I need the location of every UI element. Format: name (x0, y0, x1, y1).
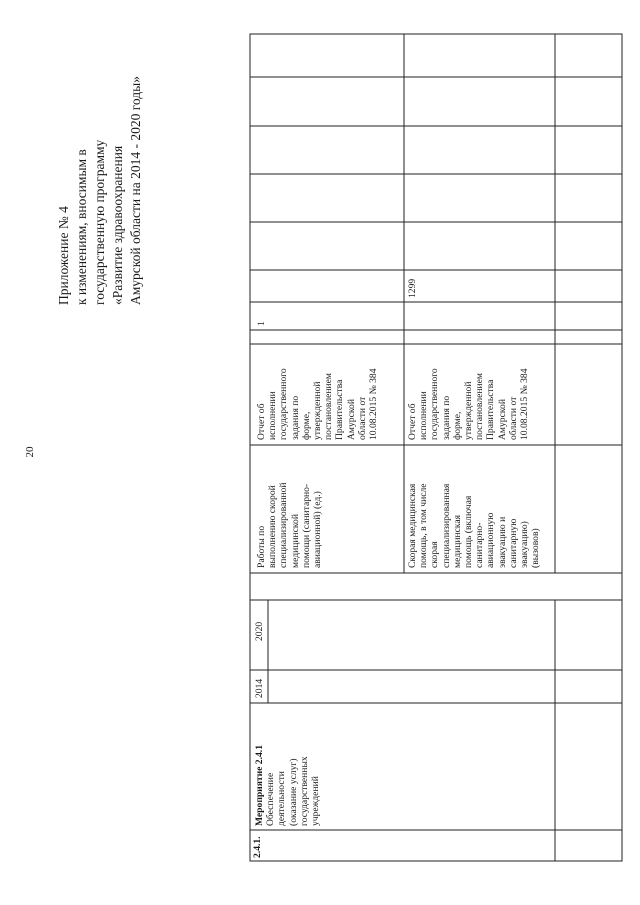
indicator-2-line: санитарную (507, 518, 519, 568)
indicator-2-line: авиационную (485, 512, 497, 568)
source-2-line: государственного (429, 368, 441, 440)
source-1-cell (256, 368, 379, 440)
indicator-1-line: специализированной (278, 482, 290, 568)
source-2-line: задания по (440, 395, 452, 440)
indicator-2-line: помощь, в том числе (418, 483, 430, 568)
activity-line: учреждений (310, 776, 322, 826)
year-start: 2014 (254, 678, 265, 698)
source-1-line: области от (356, 396, 368, 440)
indicator-1-line: Работы по (256, 525, 267, 568)
source-1-line: Отчет об (256, 403, 267, 440)
source-1-line: утвержденной (312, 381, 324, 440)
source-2-line: Амурской (496, 399, 508, 440)
appendix-line-3: «Развитие здравоохранения (110, 145, 125, 305)
table-border (250, 34, 622, 861)
source-2-line: Правительства (485, 379, 497, 440)
indicator-2-line: специализированная (440, 483, 452, 568)
source-2-line: Отчет об (407, 403, 418, 440)
indicator-2-line: эвакуацию) (519, 521, 531, 568)
appendix-line-2: государственную программу (92, 139, 107, 305)
value-1: 1 (256, 321, 267, 326)
source-1-line: Правительства (334, 379, 346, 440)
row-number: 2.4.1. (252, 836, 263, 858)
page-number: 20 (24, 446, 36, 458)
activity-line: государственных (298, 756, 310, 826)
source-1-line: задания по (289, 395, 301, 440)
source-1-line: постановлением (323, 373, 335, 440)
source-2-cell (407, 368, 530, 440)
source-2-line: постановлением (474, 373, 486, 440)
indicator-2-cell (407, 483, 541, 568)
appendix-line-4: Амурской области на 2014 - 2020 годы» (128, 76, 143, 305)
source-1-line: Амурской (345, 399, 357, 440)
source-1-line: 10.08.2015 № 384 (368, 368, 380, 440)
source-2-line: утвержденной (463, 381, 475, 440)
value-2: 1299 (407, 278, 418, 298)
indicator-2-line: эвакуацию и (496, 516, 508, 568)
indicator-1-cell (256, 482, 323, 568)
source-2-line: области от (507, 396, 519, 440)
indicator-2-line: Скорая медицинская (407, 483, 418, 568)
source-2-line: 10.08.2015 № 384 (519, 368, 531, 440)
source-2-line: исполнении (418, 391, 430, 440)
activity-line: деятельности (276, 771, 288, 826)
indicator-1-line: выполнению скорой (267, 485, 279, 568)
activity-line: Обеспечение (265, 772, 277, 826)
indicator-2-line: санитарно- (474, 522, 486, 568)
indicator-2-line: (вызовов) (530, 528, 542, 568)
year-end: 2020 (254, 621, 265, 641)
activity-line: Мероприятие 2.4.1 (254, 745, 265, 826)
indicator-2-line: скорая (429, 541, 441, 568)
indicator-1-line: авиационной) (ед.) (312, 491, 324, 568)
source-2-line: форме, (451, 411, 463, 440)
activity-cell (254, 745, 321, 826)
indicator-2-line: помощь (включая (463, 495, 475, 568)
source-1-line: форме, (300, 411, 312, 440)
indicator-1-line: помощи (санитарно- (300, 483, 312, 568)
source-1-line: исполнении (267, 391, 279, 440)
appendix-title: Приложение № 4 (56, 206, 71, 305)
activity-line: (оказание услуг) (287, 758, 299, 826)
source-1-line: государственного (278, 368, 290, 440)
appendix-line-1: к изменениям, вносимым в (74, 149, 89, 305)
indicator-1-line: медицинской (289, 514, 301, 568)
indicator-2-line: медицинская (451, 514, 463, 568)
